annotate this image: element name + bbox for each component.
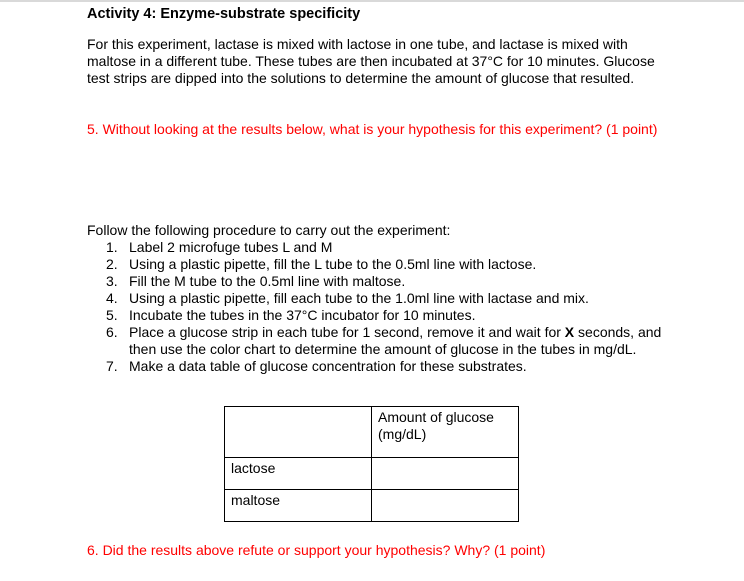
activity-intro: For this experiment, lactase is mixed with lactose in one tube, and lactase is mixed with maltose in a different tube. These tubes are then incubated at 37°C for 10 minutes. Glucose test strips are dipped into the solutions to determine the amount of glucose that resulted.: [87, 36, 655, 86]
table-row: [225, 458, 519, 490]
procedure-step: [106, 273, 676, 290]
step-text: Incubate the tubes in the 37°C incubator for 10 minutes.: [129, 307, 476, 323]
step-number: 3.: [106, 273, 118, 289]
procedure-intro: Follow the following procedure to carry out the experiment:: [87, 222, 451, 238]
question-6: 6. Did the results above refute or support your hypothesis? Why? (1 point): [87, 542, 546, 558]
procedure-step: [106, 290, 676, 307]
table-header-cell: Amount of glucose (mg/dL): [372, 407, 519, 458]
procedure-step: [106, 307, 676, 324]
table-row-label: maltose: [225, 490, 372, 522]
step-number: 1.: [106, 239, 118, 255]
procedure-step: [106, 256, 676, 273]
step-text: Make a data table of glucose concentration for these substrates.: [129, 358, 527, 374]
table-cell[interactable]: [372, 458, 519, 490]
table-row-label: lactose: [225, 458, 372, 490]
procedure-step: [106, 324, 676, 358]
table-row: [225, 490, 519, 522]
step-text: Fill the M tube to the 0.5ml line with maltose.: [129, 273, 406, 289]
procedure-step: [106, 358, 676, 375]
step-number: 5.: [106, 307, 118, 323]
glucose-data-table: [224, 406, 519, 522]
procedure-steps: [106, 239, 676, 375]
step-text: Using a plastic pipette, fill the L tube to the 0.5ml line with lactose.: [129, 256, 537, 272]
step-number: 7.: [106, 358, 118, 374]
step-number: 6.: [106, 324, 118, 340]
step-text-after: seconds, and then use the color chart to determine the amount of glucose in the tubes in mg/dL.: [129, 324, 662, 357]
procedure-step: [106, 239, 676, 256]
table-cell[interactable]: [225, 407, 372, 458]
step-text: Using a plastic pipette, fill each tube to the 1.0ml line with lactase and mix.: [129, 290, 589, 306]
activity-title: Activity 4: Enzyme-substrate specificity: [87, 6, 361, 22]
question-5: 5. Without looking at the results below, what is your hypothesis for this experiment? (1 point): [87, 121, 658, 137]
table-row: [225, 407, 519, 458]
step-text-bold: X: [564, 324, 575, 340]
step-text-before: Place a glucose strip in each tube for 1 second, remove it and wait for: [129, 324, 565, 340]
step-number: 2.: [106, 256, 118, 272]
step-text: Label 2 microfuge tubes L and M: [129, 239, 333, 255]
top-rule: [0, 0, 744, 2]
step-number: 4.: [106, 290, 118, 306]
table-cell[interactable]: [372, 490, 519, 522]
